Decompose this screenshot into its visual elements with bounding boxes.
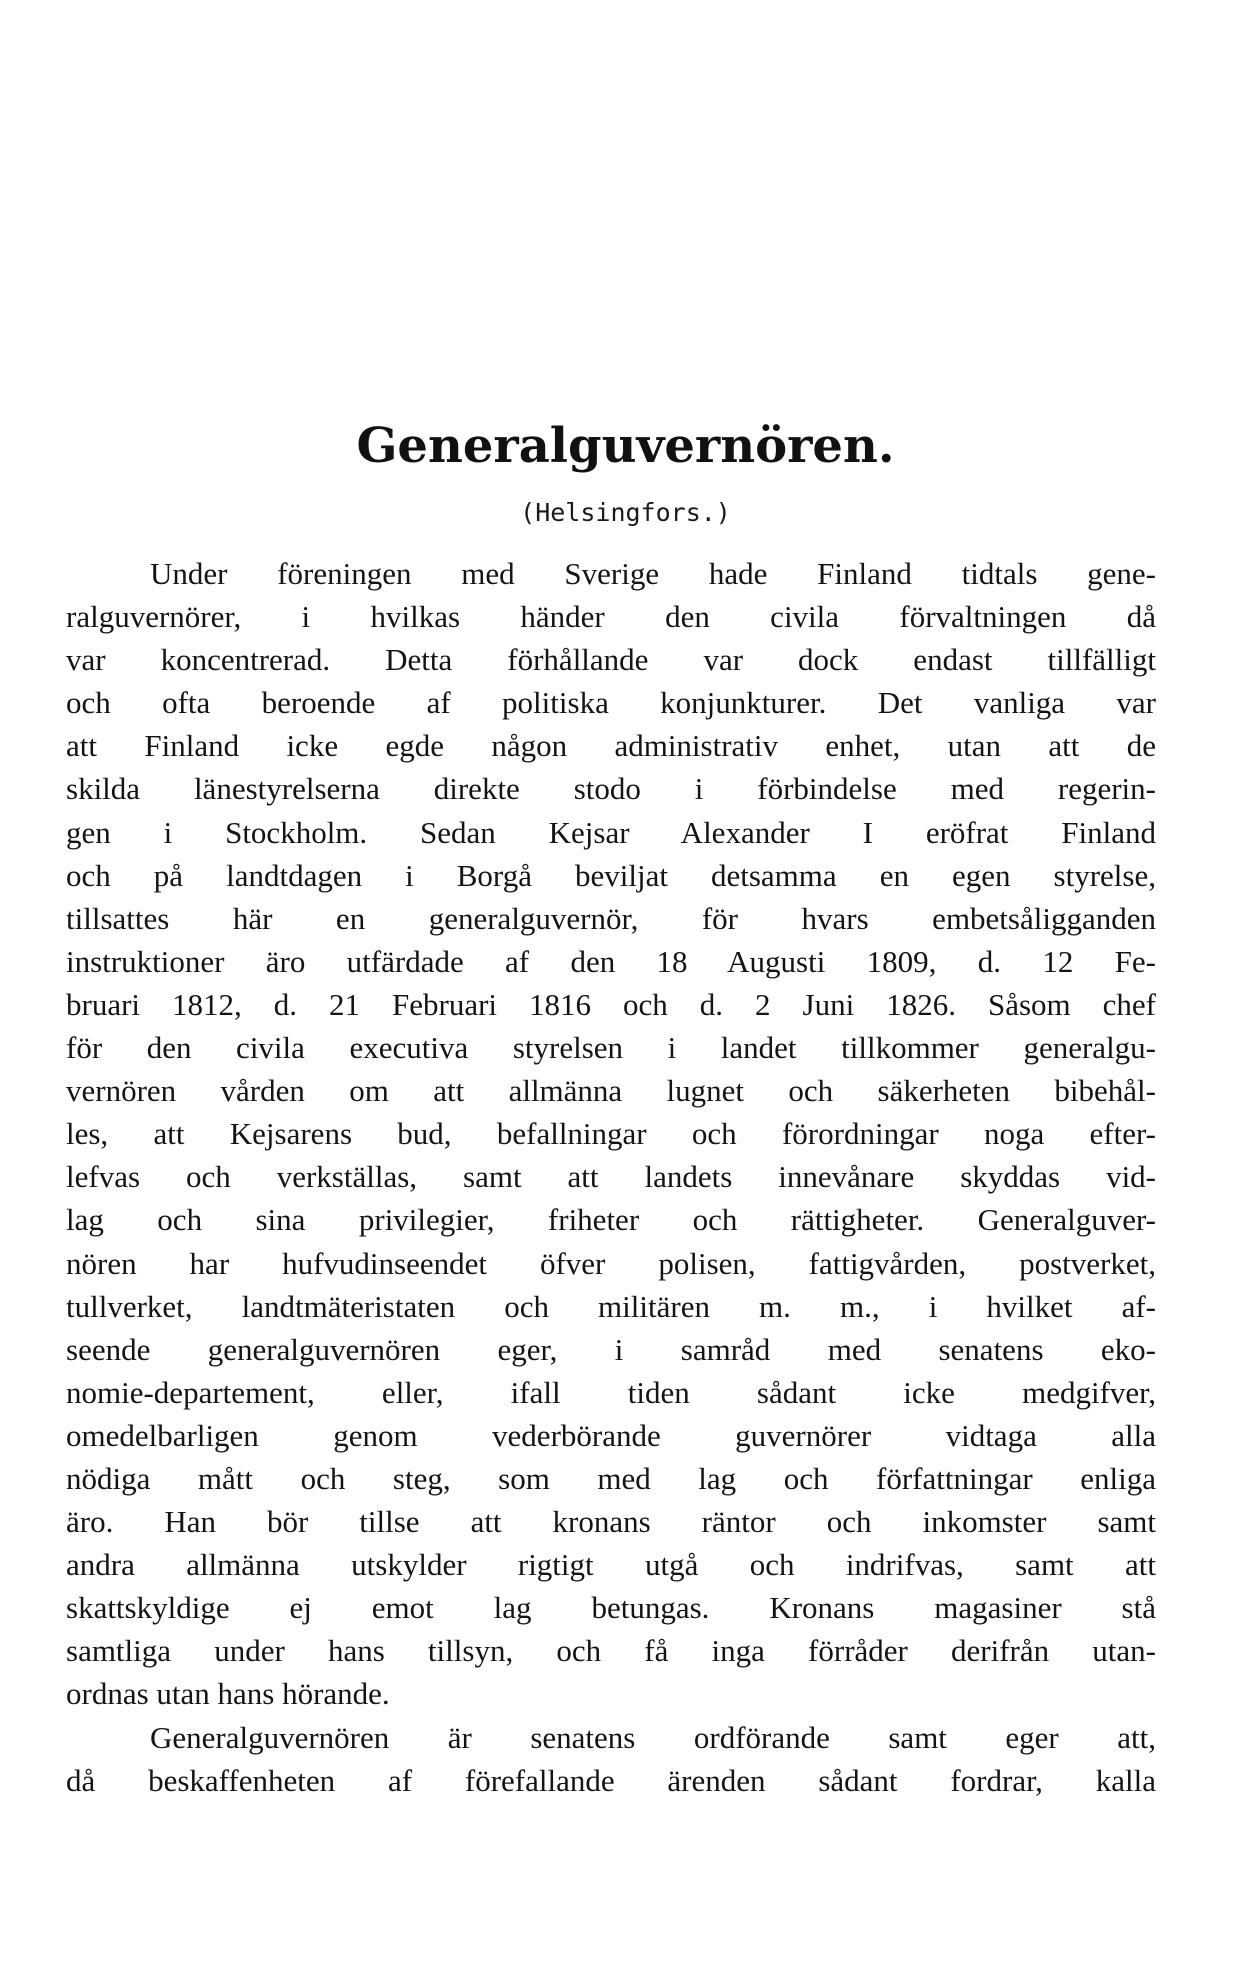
text-line: Generalguvernören är senatens ordförande samt eger att, <box>150 1719 1156 1755</box>
text-line: för den civila executiva styrelsen i landet tillkommer generalgu- <box>66 1030 1156 1066</box>
text-line: då beskaffenheten af förefallande ärenden sådant fordrar, kalla <box>66 1762 1156 1798</box>
text-line: lefvas och verkställas, samt att landets innevånare skyddas vid- <box>66 1159 1156 1195</box>
text-line: instruktioner äro utfärdade af den 18 Augusti 1809, d. 12 Fe- <box>66 943 1156 979</box>
text-line: skilda länestyrelserna direkte stodo i förbindelse med regerin- <box>66 771 1156 807</box>
text-line: vernören vården om att allmänna lugnet och säkerheten bibehål- <box>66 1073 1156 1109</box>
text-line: lag och sina privilegier, friheter och rättigheter. Generalguver- <box>66 1202 1156 1238</box>
text-line: och på landtdagen i Borgå beviljat detsamma en egen styrelse, <box>66 857 1156 893</box>
body-text <box>66 552 1156 1802</box>
page-subtitle: (Helsingfors.) <box>520 498 731 527</box>
text-line: gen i Stockholm. Sedan Kejsar Alexander I eröfrat Finland <box>66 814 1156 850</box>
paragraph-1 <box>66 552 1156 1716</box>
page-title: Generalguvernören. <box>356 418 895 474</box>
text-line: andra allmänna utskylder rigtigt utgå och indrifvas, samt att <box>66 1547 1156 1583</box>
text-line: ordnas utan hans hörande. <box>66 1676 390 1712</box>
text-line: ralguvernörer, i hvilkas händer den civila förvaltningen då <box>66 599 1156 635</box>
text-line: nören har hufvudinseendet öfver polisen, fattigvården, postverket, <box>66 1245 1156 1281</box>
text-line: tillsattes här en generalguvernör, för hvars embetsåligganden <box>66 900 1156 936</box>
text-line: nödiga mått och steg, som med lag och författningar enliga <box>66 1460 1156 1496</box>
text-line: seende generalguvernören eger, i samråd med senatens eko- <box>66 1331 1156 1367</box>
text-line: bruari 1812, d. 21 Februari 1816 och d. 2 Juni 1826. Såsom chef <box>66 986 1156 1022</box>
text-line: tullverket, landtmäteristaten och militären m. m., i hvilket af- <box>66 1288 1156 1324</box>
text-line: äro. Han bör tillse att kronans räntor och inkomster samt <box>66 1504 1156 1540</box>
paragraph-2 <box>66 1716 1156 1802</box>
text-line: skattskyldige ej emot lag betungas. Kronans magasiner stå <box>66 1590 1156 1626</box>
text-line: var koncentrerad. Detta förhållande var dock endast tillfälligt <box>66 642 1156 678</box>
text-line: omedelbarligen genom vederbörande guvernörer vidtaga alla <box>66 1417 1156 1453</box>
text-line: att Finland icke egde någon administrativ enhet, utan att de <box>66 728 1156 764</box>
text-line: les, att Kejsarens bud, befallningar och förordningar noga efter- <box>66 1116 1156 1152</box>
text-line: samtliga under hans tillsyn, och få inga förråder derifrån utan- <box>66 1633 1156 1669</box>
text-line: Under föreningen med Sverige hade Finland tidtals gene- <box>150 556 1156 591</box>
text-line: nomie-departement, eller, ifall tiden sådant icke medgifver, <box>66 1374 1156 1410</box>
text-line: och ofta beroende af politiska konjunkturer. Det vanliga var <box>66 685 1156 721</box>
